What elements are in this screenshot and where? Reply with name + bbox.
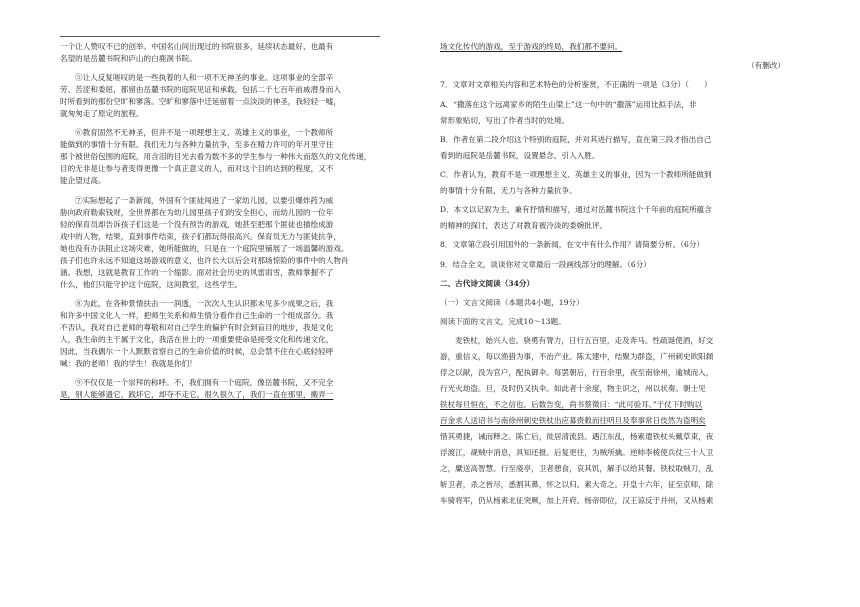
text-line: 斩卫者，杀之皆尽，悉割其鼻，怀之以归。素大奇之。开皇十六年，征至京师，除: [440, 480, 714, 490]
text-line: 和许多中国文化人一样，把师生关系和师生情分看作自己生命的一个组成部分。我: [60, 310, 334, 320]
text-line: D．本文以记叙为主，兼有抒情和描写，通过对岳麓书院这个千年前的庭院所蕴含: [440, 205, 712, 215]
text-line: 劳、苦涩和委屈，都留由岳麓书院的庭院见证和承载，包括二千七百年前戚潜身而入: [60, 85, 341, 95]
text-line: 胁向政府勒索钱财，全世界都在为幼儿园里孩子们的安全担心，而幼儿园的一位年: [60, 207, 334, 217]
text-line: 戏中的人物，结果，直到事件结束，孩子们都玩得很高兴。保育员无力与匪徒抗争，: [60, 231, 341, 241]
text-line: 的事情十分有限，无力与各种力量抗争。: [440, 185, 577, 195]
text-line: 轻的保育员却告诉孩子们这是一个没有预告的游戏，她甚至把那个匪徒也描绘成游: [60, 219, 334, 229]
right-column: [440, 41, 785, 507]
text-line: ⑥教育固然不无神圣，但并不是一项理想主义、英雄主义的事业，一个教师所: [75, 128, 334, 138]
text-line: A．“撒落在这个远离家乡的陌生山梁上”这一句中的“撒落”运用比拟手法，非: [440, 99, 697, 109]
text-line: 惜其勇捷，诫而释之。陈亡后，徙居清流县。遇江东乱，杨素遣铁杖头戴草束，夜: [440, 432, 714, 442]
text-line: （一）文言文阅读（本题共4小题，19分）: [440, 297, 584, 307]
text-line: 孩子们也许永远不知道这场游戏的意义，也许长大以后会对那场惊险的事件中的人物肖: [60, 255, 349, 265]
text-line: 7．文章对文章相关内容和艺术特色的分析鉴赏，不正确的一项是（3分）（ ）: [440, 80, 712, 90]
text-line: 因此，当我偶尔一个人默默省察自己的生命价值的时候，总会禁不住在心底轻轻呼: [60, 346, 334, 356]
text-line: 车骑将军，仍从杨素北征突厥，加上开府。杨帝即位，汉王谅反于并州，又从杨素: [440, 496, 714, 506]
text-line: B．作者在第二段介绍这个特别的庭院，并对其进行描写，直在第三段才指出自己: [440, 134, 712, 144]
text-line: 常形象贴切，写出了作者当时的处境。: [440, 115, 570, 125]
text-line: 时所看到的那份空旷和寥落。空旷和寥落中迁延留着一点淡淡的神圣，我轻轻一嘘，: [60, 97, 341, 107]
header-rule: [60, 36, 380, 37]
text-line: 一个让人赞叹不已的创举。中国名山间出现过的书院很多，延续状态最好、也最有: [60, 42, 334, 51]
text-line: 涵。我想，这就是教育工作的一个缩影。面对社会历史的风雷雨雪，教师掌握不了: [60, 267, 334, 277]
text-line: 阅读下面的文言文，完成10～13题。: [440, 317, 566, 327]
text-line: （有删改）: [747, 61, 785, 71]
text-line: ⑦实际想起了一条新闻，外国有个匪徒闯进了一家幼儿园，以要引爆炸药为威: [75, 195, 334, 205]
text-line: 她也没有办法阻止这场灾难，她所能做的，只是在一个庭院里铺展了一场温馨的游戏。: [60, 243, 349, 253]
text-line: 百金求人送诏书与南徐州刺史铁杖出应募赍敕而往明旦及奉事常日伎然为盗明矣: [440, 416, 706, 426]
text-line: 8．文章第⑦段引用国外的一条新闻，在文中有什么作用？请简要分析。（6分）: [440, 240, 705, 250]
left-column: [60, 41, 380, 401]
text-line: 俘之以献，没为官户，配执御伞。每罢朝后，行百余里，夜至南徐州，逾城而入，: [440, 368, 714, 378]
text-line: 就匆匆走了原定的旅程。: [60, 109, 144, 119]
text-line: ⑤让人反复嗟叹的是一些执着的人和一项不无神圣的事业。这项事业的全部辛: [75, 73, 334, 83]
text-line: 铁杖每旦恒在，不之信也。后数告变，尚书蔡徵曰：“此可验耳。”于仗下时购以: [440, 400, 703, 410]
text-line: 名望的是岳麓书院和庐山的白鹿洞书院。: [60, 54, 197, 63]
text-line: 9．结合全文，谈谈你对文章最后一段画线部分的理解。（6分）: [440, 259, 651, 269]
text-line: ⑨不仅仅是一个崇拜的称呼。不，我们拥有一个庭院，像岳麓书院，又不完全: [75, 377, 334, 387]
text-line: 人，我生命的主干属于文化，我活在世上的一项重要使命是接受文化和传递文化，: [60, 334, 334, 344]
text-line: 之，縻送高智慧。行至庱亭，卫者憩食，哀其饥，解手以给其餐。铁杖取贼刀，乱: [440, 464, 714, 474]
text-line: 能做到的事情十分有限。我们无力与各种力量抗争，至多在精力许可的年月里守住: [60, 140, 334, 150]
text-line: 能企望过高。: [60, 176, 106, 186]
text-line: 什么，他们只能守护这个庭院，这间教室，这些学生。: [60, 279, 243, 289]
text-line: 是，别人能够遗它，践坏它，却夺不走它。很久很久了，我们一直在那里，搬弄一: [60, 389, 334, 399]
text-line: 浮渡江，觇贼中消息，具知还报。后复更往，为贼所擒。逆帅李棱使兵仗三十人卫: [440, 448, 714, 458]
text-line: 的精神的探讨，表达了对教育被冷淡的委婉批评。: [440, 221, 608, 231]
text-line: 游，重信义，每以渔猎为事，不治产业。陈太建中，结聚为群盗，广州刺史欧阳頠: [440, 352, 714, 362]
text-line: C．作者认为，教育不是一项理想主义、英雄主义的事业，因为一个教师所能做到: [440, 169, 712, 179]
text-line: 那个被世俗包围的庭院，用含泪的目光去看为数不多的学生参与一种伟大而悠久的文化传递，: [60, 152, 372, 162]
text-line: 目的无非是让参与者变得更像一个真正意义的人，而对这个目的达到的程度，又不: [60, 164, 334, 174]
text-line: 不否认，我对自己老师的尊敬和对自己学生的偏护有时会到盲目的地步，我是文化: [60, 322, 334, 332]
text-line: 看到的庭院是岳麓书院，设置悬念，引人入胜。: [440, 150, 600, 160]
text-line: 二、古代诗文阅读（34分）: [440, 278, 535, 288]
text-line: 喊：我的老师！我的学生！我就是你们！: [60, 358, 197, 368]
text-line: 麦铁杖，始兴人也。骁勇有膂力，日行五百里，走及奔马。性疏诞使酒，好交: [455, 336, 714, 346]
text-line: 行光火劫盗。旦，及时仍又执伞。如此者十余度，物主识之，州以状奏。朝士见: [440, 384, 706, 394]
text-line: ⑧为此，在各种景情扶击一一润透，一次次人生认识都未见多少成果之后，我: [75, 298, 334, 308]
text-line: 场文化传代的游戏，至于游戏的终局，我们都不要问。: [440, 42, 623, 51]
